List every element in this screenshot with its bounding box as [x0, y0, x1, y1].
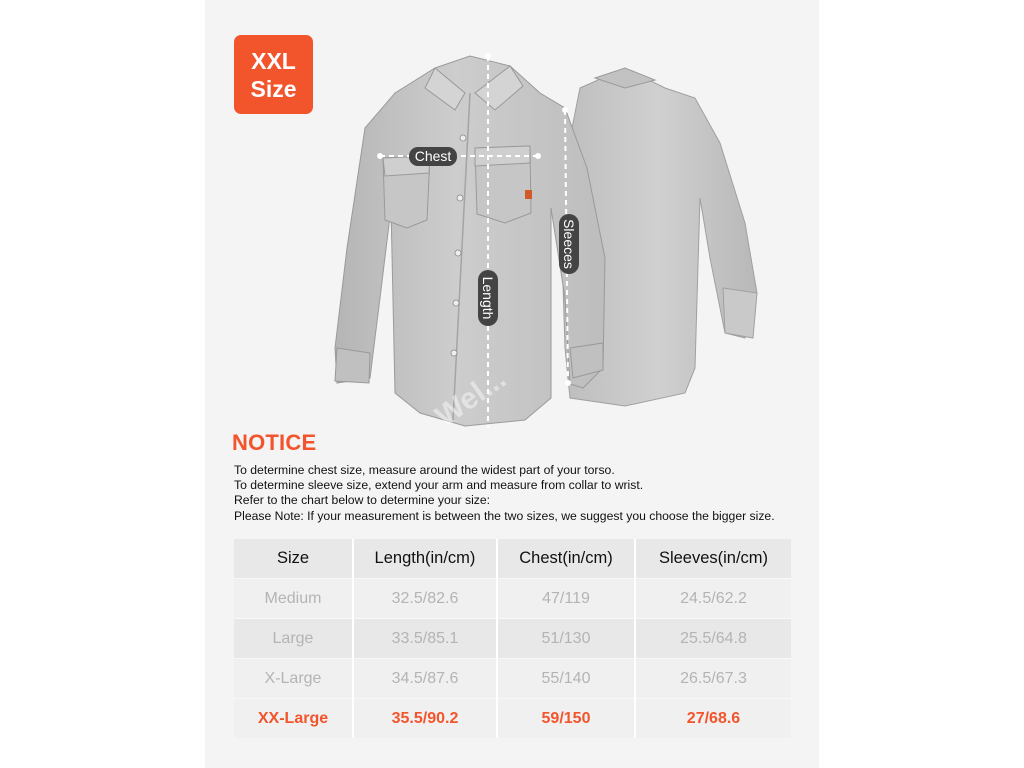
cell-size: XX-Large	[234, 699, 353, 739]
brand-tag-icon	[525, 190, 532, 199]
header-sleeves: Sleeves(in/cm)	[635, 539, 791, 579]
length-label	[478, 270, 498, 326]
notice-text	[234, 463, 814, 524]
badge-line-1: XXL	[251, 47, 296, 74]
svg-text:Length: Length	[480, 276, 496, 320]
cell-length: 33.5/85.1	[353, 619, 497, 659]
table-row	[234, 619, 791, 659]
header-length: Length(in/cm)	[353, 539, 497, 579]
svg-text:Chest: Chest	[414, 148, 452, 164]
cell-length: 35.5/90.2	[353, 699, 497, 739]
cell-length: 32.5/82.6	[353, 579, 497, 619]
cell-sleeves: 27/68.6	[635, 699, 791, 739]
cell-chest: 59/150	[497, 699, 635, 739]
chest-label	[409, 147, 457, 166]
header-chest: Chest(in/cm)	[497, 539, 635, 579]
cell-sleeves: 26.5/67.3	[635, 659, 791, 699]
notice-line: To determine chest size, measure around the widest part of your torso.	[234, 463, 615, 477]
svg-text:Sleeces: Sleeces	[561, 219, 577, 269]
cell-length: 34.5/87.6	[353, 659, 497, 699]
table-row-highlighted	[234, 699, 791, 739]
shirt-illustration	[325, 48, 765, 433]
table-row	[234, 579, 791, 619]
size-badge	[234, 35, 313, 114]
badge-line-2: Size	[250, 75, 297, 102]
cell-chest: 47/119	[497, 579, 635, 619]
notice-line: Refer to the chart below to determine your size:	[234, 493, 491, 508]
header-size: Size	[234, 539, 353, 579]
size-chart-table	[234, 539, 791, 738]
cell-size: Medium	[234, 579, 353, 619]
cell-size: Large	[234, 619, 353, 659]
table-header-row	[234, 539, 791, 579]
cell-sleeves: 25.5/64.8	[635, 619, 791, 659]
notice-title: NOTICE	[232, 430, 317, 455]
cell-size: X-Large	[234, 659, 353, 699]
sleeves-label	[559, 214, 579, 274]
watermark: Wel...	[429, 361, 513, 433]
cell-chest: 51/130	[497, 619, 635, 659]
cell-chest: 55/140	[497, 659, 635, 699]
notice-line: To determine sleeve size, extend your arm and measure from collar to wrist.	[234, 478, 644, 493]
notice-line: Please Note: If your measurement is between the two sizes, we suggest you choose the bigger size.	[234, 508, 775, 523]
cell-sleeves: 24.5/62.2	[635, 579, 791, 619]
table-row	[234, 659, 791, 699]
